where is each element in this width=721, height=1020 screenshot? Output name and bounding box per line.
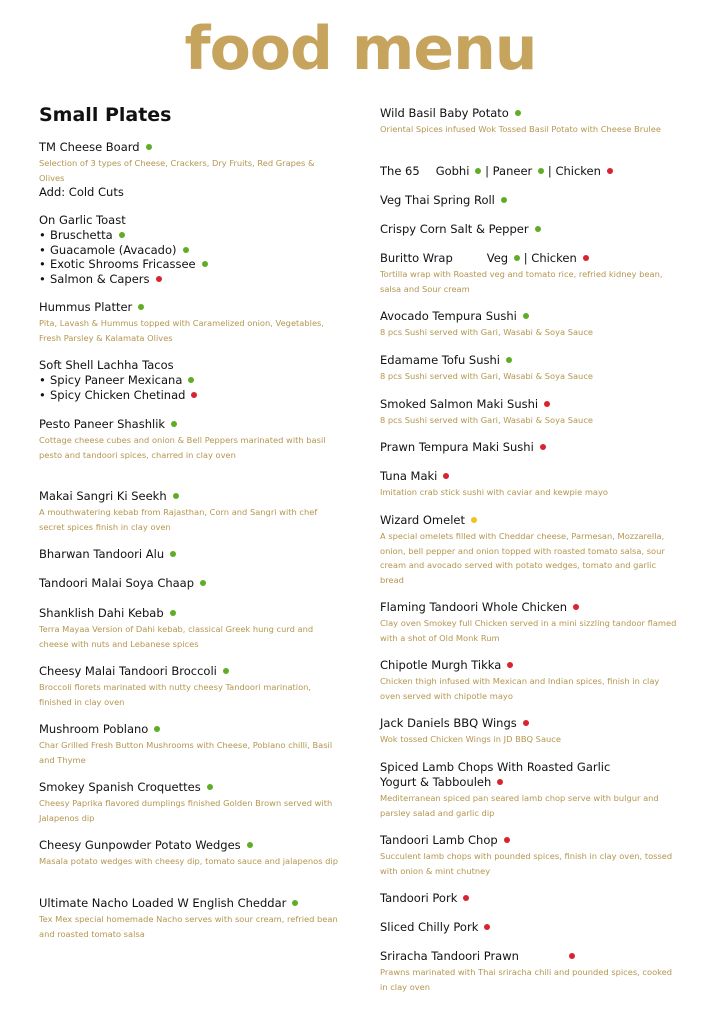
veg-icon <box>475 168 481 174</box>
item-name: Wizard Omelet <box>380 513 465 527</box>
veg-icon <box>188 377 194 383</box>
bullet-icon: • <box>39 387 46 402</box>
non-veg-icon <box>544 401 550 407</box>
menu-item <box>39 838 339 869</box>
non-veg-icon <box>569 953 575 959</box>
menu-item <box>39 417 339 462</box>
item-description: Clay oven Smokey full Chicken served in a mini sizzling tandoor flamed with a shot of Old Monk Rum <box>380 618 677 643</box>
menu-item <box>380 353 680 384</box>
item-name: Smoked Salmon Maki Sushi <box>380 397 539 411</box>
non-veg-icon <box>523 720 529 726</box>
non-veg-icon <box>463 895 469 901</box>
item-name: Makai Sangri Ki Seekh <box>39 489 167 503</box>
item-description: Tortilla wrap with Roasted veg and tomato rice, refried kidney bean, salsa and Sour cream <box>380 269 663 294</box>
item-name: Wild Basil Baby Potato <box>380 106 509 120</box>
veg-icon <box>207 784 213 790</box>
item-description: Masala potato wedges with cheesy dip, tomato sauce and jalapenos dip <box>39 856 339 866</box>
menu-item <box>380 949 680 994</box>
egg-icon <box>471 517 477 523</box>
item-name: Crispy Corn Salt & Pepper <box>380 222 529 236</box>
veg-icon <box>501 197 507 203</box>
item-description: Imitation crab stick sushi with caviar and kewpie mayo <box>380 487 608 497</box>
menu-item <box>380 833 680 878</box>
option-label: Chicken <box>531 251 577 265</box>
item-description: Broccoli florets marinated with nutty cheesy Tandoori marination, finished in clay oven <box>39 682 312 707</box>
veg-icon <box>119 232 125 238</box>
non-veg-icon <box>484 924 490 930</box>
item-name: Jack Daniels BBQ Wings <box>380 716 517 730</box>
menu-item-tacos <box>39 358 339 402</box>
item-name: Spiced Lamb Chops With Roasted Garlic <box>380 760 611 774</box>
menu-item <box>39 489 339 534</box>
veg-icon <box>170 551 176 557</box>
menu-item <box>39 780 339 825</box>
menu-item <box>380 920 680 935</box>
non-veg-icon <box>583 255 589 261</box>
item-name: Tuna Maki <box>380 469 438 483</box>
bullet-icon: • <box>39 228 46 242</box>
option-label: Spicy Paneer Mexicana <box>50 373 183 387</box>
menu-item-basil-potato <box>380 106 680 137</box>
bullet-icon: • <box>39 373 46 387</box>
menu-item-garlic-toast <box>39 213 339 286</box>
item-name: Cheesy Gunpowder Potato Wedges <box>39 838 241 852</box>
item-name: Flaming Tandoori Whole Chicken <box>380 600 567 614</box>
option-label: Chicken <box>555 164 601 178</box>
option-label: Spicy Chicken Chetinad <box>50 387 186 402</box>
item-name: Chipotle Murgh Tikka <box>380 658 502 672</box>
item-name: Edamame Tofu Sushi <box>380 353 500 367</box>
menu-title: food menu <box>184 14 537 84</box>
veg-icon <box>173 493 179 499</box>
item-description: Char Grilled Fresh Button Mushrooms with Cheese, Poblano chilli, Basil and Thyme <box>39 740 333 765</box>
menu-item <box>39 576 339 591</box>
item-description: Cottage cheese cubes and onion & Bell Peppers marinated with basil pesto and tandoori spices, charred in clay oven <box>39 435 326 460</box>
option-label: Exotic Shrooms Fricassee <box>50 257 196 271</box>
veg-icon <box>183 247 189 253</box>
item-name: Ultimate Nacho Loaded W English Cheddar <box>39 896 287 910</box>
bullet-icon: • <box>39 242 46 257</box>
item-addon: Add: Cold Cuts <box>39 185 124 199</box>
option-label: Paneer <box>492 164 533 178</box>
veg-icon <box>292 900 298 906</box>
bullet-icon: • <box>39 257 46 271</box>
menu-item-cheese-board <box>39 140 339 200</box>
menu-item-spring-roll <box>380 193 680 208</box>
option-label: Guacamole (Avacado) <box>50 242 177 257</box>
item-name: Avocado Tempura Sushi <box>380 309 517 323</box>
item-name: TM Cheese Board <box>39 140 140 154</box>
non-veg-icon <box>540 444 546 450</box>
item-description: 8 pcs Sushi served with Gari, Wasabi & Soya Sauce <box>380 415 593 425</box>
non-veg-icon <box>573 604 579 610</box>
menu-item <box>39 896 339 941</box>
menu-item <box>380 397 680 428</box>
non-veg-icon <box>156 276 162 282</box>
menu-item-burrito <box>380 251 680 296</box>
item-description: Prawns marinated with Thai sriracha chili and pounded spices, cooked in clay oven <box>380 967 673 992</box>
item-description: Mediterranean spiced pan seared lamb chop serve with bulgur and parsley salad and garlic dip <box>380 793 659 818</box>
non-veg-icon <box>507 662 513 668</box>
veg-icon <box>171 421 177 427</box>
item-name: Tandoori Lamb Chop <box>380 833 498 847</box>
section-heading-small-plates: Small Plates <box>39 104 172 126</box>
item-description: A special omelets filled with Cheddar cheese, Parmesan, Mozzarella, onion, bell pepper and onion topped with roasted tomato salsa, sour cream and avocado served with potato wedges, tomato and garlic bread <box>380 531 665 585</box>
menu-item <box>380 600 680 645</box>
veg-icon <box>523 313 529 319</box>
veg-icon <box>535 226 541 232</box>
item-description: 8 pcs Sushi served with Gari, Wasabi & Soya Sauce <box>380 371 593 381</box>
menu-item <box>380 716 680 747</box>
item-description: Pita, Lavash & Hummus topped with Caramelized onion, Vegetables, Fresh Parsley & Kalamata Olives <box>39 318 325 343</box>
item-description: Wok tossed Chicken Wings in JD BBQ Sauce <box>380 734 561 744</box>
menu-item <box>380 658 680 703</box>
item-name: Bharwan Tandoori Alu <box>39 547 165 561</box>
veg-icon <box>506 357 512 363</box>
item-name: Pesto Paneer Shashlik <box>39 417 166 431</box>
veg-icon <box>515 110 521 116</box>
non-veg-icon <box>497 779 503 785</box>
menu-item-the-65 <box>380 164 680 179</box>
item-name: Mushroom Poblano <box>39 722 149 736</box>
item-description: A mouthwatering kebab from Rajasthan, Corn and Sangri with chef secret spices finish in clay oven <box>39 507 318 532</box>
item-description: Terra Mayaa Version of Dahi kebab, classical Greek hung curd and cheese with nuts and Lebanese spices <box>39 624 314 649</box>
item-description: Tex Mex special homemade Nacho serves with sour cream, refried bean and roasted tomato salsa <box>39 914 338 939</box>
menu-item <box>39 547 339 562</box>
item-name: Shanklish Dahi Kebab <box>39 606 164 620</box>
menu-item <box>380 891 680 906</box>
item-name: Yogurt & Tabbouleh <box>380 775 492 789</box>
veg-icon <box>146 144 152 150</box>
veg-icon <box>514 255 520 261</box>
item-name: Sriracha Tandoori Prawn <box>380 949 519 963</box>
veg-icon <box>202 261 208 267</box>
item-description: Succulent lamb chops with pounded spices, finish in clay oven, tossed with onion & mint chutney <box>380 851 673 876</box>
menu-item-lamb-chops <box>380 760 680 820</box>
menu-item <box>380 440 680 455</box>
item-name: On Garlic Toast <box>39 213 126 227</box>
item-name: Soft Shell Lachha Tacos <box>39 358 174 372</box>
menu-item-corn <box>380 222 680 237</box>
option-label: Gobhi <box>435 164 470 178</box>
item-description: 8 pcs Sushi served with Gari, Wasabi & Soya Sauce <box>380 327 593 337</box>
menu-item <box>39 722 339 767</box>
non-veg-icon <box>607 168 613 174</box>
item-name: Tandoori Malai Soya Chaap <box>39 576 195 590</box>
option-label: Veg <box>486 251 509 265</box>
item-description: Cheesy Paprika flavored dumplings finished Golden Brown served with Jalapenos dip <box>39 798 333 823</box>
non-veg-icon <box>191 392 197 398</box>
menu-item <box>380 513 680 587</box>
item-name: Veg Thai Spring Roll <box>380 193 495 207</box>
item-name: Sliced Chilly Pork <box>380 920 479 934</box>
separator: | <box>547 164 552 178</box>
item-description: Selection of 3 types of Cheese, Crackers, Dry Fruits, Red Grapes & Olives <box>39 158 315 183</box>
veg-icon <box>223 668 229 674</box>
item-name: Cheesy Malai Tandoori Broccoli <box>39 664 217 678</box>
item-name: Smokey Spanish Croquettes <box>39 780 201 794</box>
menu-item-hummus <box>39 300 339 345</box>
separator: | <box>523 251 528 265</box>
menu-item <box>380 469 680 500</box>
item-description: Oriental Spices infused Wok Tossed Basil Potato with Cheese Brulee <box>380 124 661 134</box>
bullet-icon: • <box>39 271 46 286</box>
item-description: Chicken thigh infused with Mexican and Indian spices, finish in clay oven served with chipotle mayo <box>380 676 660 701</box>
item-name: The 65 <box>380 164 420 178</box>
item-name: Tandoori Pork <box>380 891 458 905</box>
veg-icon <box>200 580 206 586</box>
separator: | <box>485 164 489 178</box>
non-veg-icon <box>504 837 510 843</box>
option-label: Salmon & Capers <box>50 271 150 286</box>
option-label: Bruschetta <box>50 228 113 242</box>
veg-icon <box>154 726 160 732</box>
item-name: Hummus Platter <box>39 300 133 314</box>
non-veg-icon <box>443 473 449 479</box>
item-name: Buritto Wrap <box>380 251 453 265</box>
veg-icon <box>538 168 544 174</box>
menu-item <box>39 664 339 709</box>
menu-item <box>380 309 680 340</box>
veg-icon <box>170 610 176 616</box>
item-name: Prawn Tempura Maki Sushi <box>380 440 534 454</box>
menu-item <box>39 606 339 651</box>
veg-icon <box>138 304 144 310</box>
veg-icon <box>247 842 253 848</box>
